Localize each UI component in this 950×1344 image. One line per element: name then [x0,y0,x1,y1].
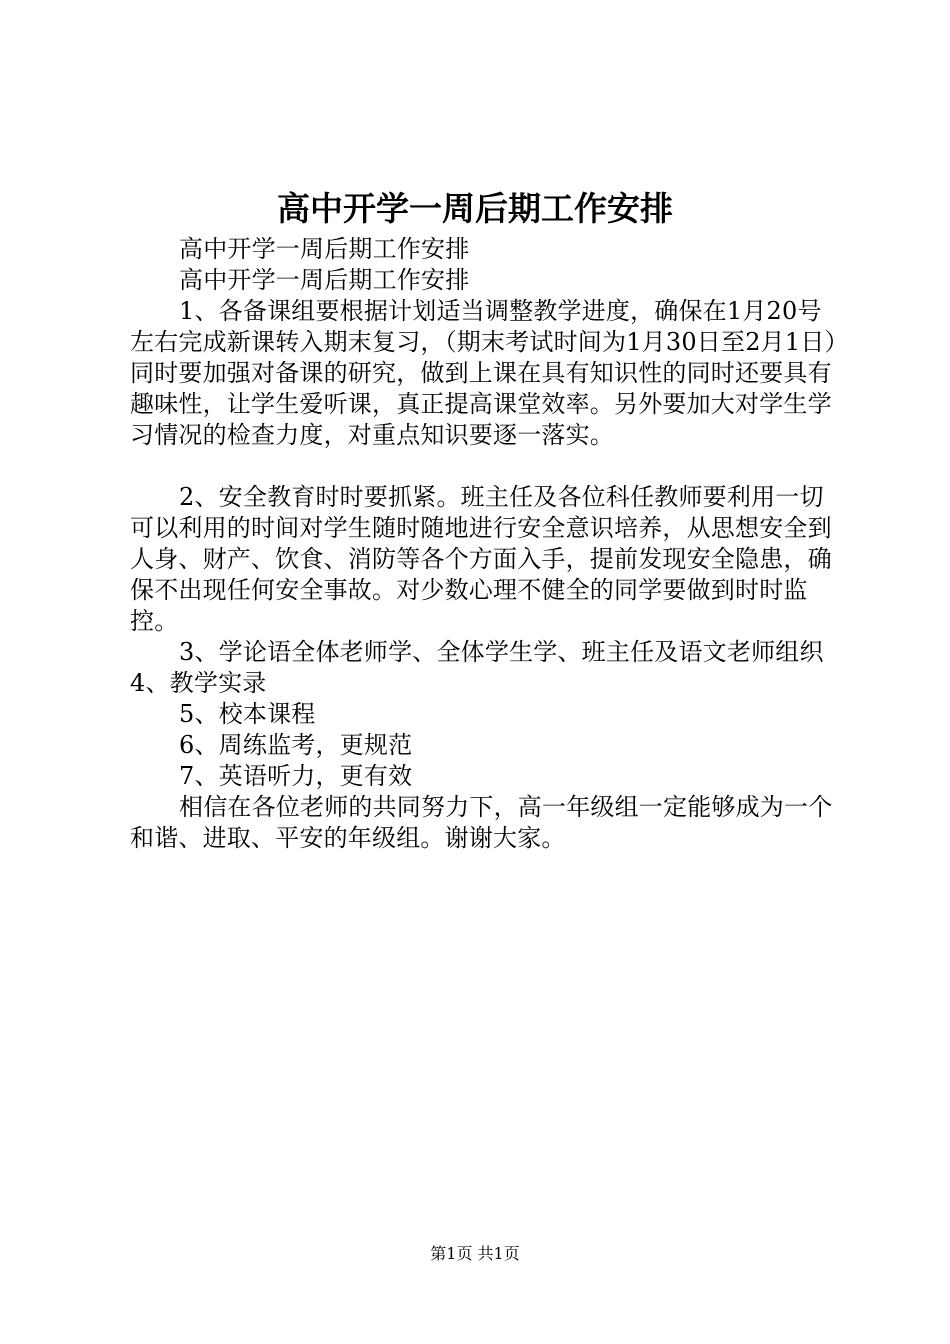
paragraph-item-1: 1、各备课组要根据计划适当调整教学进度，确保在1月20号左右完成新课转入期末复习，（期末考试时间为1月30日至2月1日）同时要加强对备课的研究，做到上课在具有知识性的同时还要具有趣味性，让学生爱听课，真正提高课堂效率。另外要加大对学生学习情况的检查力度，对重点知识要逐一落实。 [130,297,837,449]
subtitle-line: 高中开学一周后期工作安排 [179,235,470,263]
closing-paragraph: 相信在各位老师的共同努力下，高一年级组一定能够成为一个和谐、进取、平安的年级组。谢谢大家。 [130,793,833,852]
page-footer: 第1页 共1页 [430,1244,520,1263]
paragraph-item-3: 3、学论语全体老师学、全体学生学、班主任及语文老师组织4、教学实录 [130,638,824,697]
document-title: 高中开学一周后期工作安排 [277,189,673,228]
paragraph-item-6: 6、周练监考，更规范 [179,731,413,759]
paragraph-item-2: 2、安全教育时时要抓紧。班主任及各位科任教师要利用一切可以利用的时间对学生随时随地进行安全意识培养，从思想安全到人身、财产、饮食、消防等各个方面入手，提前发现安全隐患，确保不出现任何安全事故。对少数心理不健全的同学要做到时时监控。 [130,483,832,635]
paragraph-item-7: 7、英语听力，更有效 [179,762,413,790]
paragraph-item-5: 5、校本课程 [179,700,316,728]
document-body [130,234,842,854]
subtitle-line: 高中开学一周后期工作安排 [179,266,470,294]
